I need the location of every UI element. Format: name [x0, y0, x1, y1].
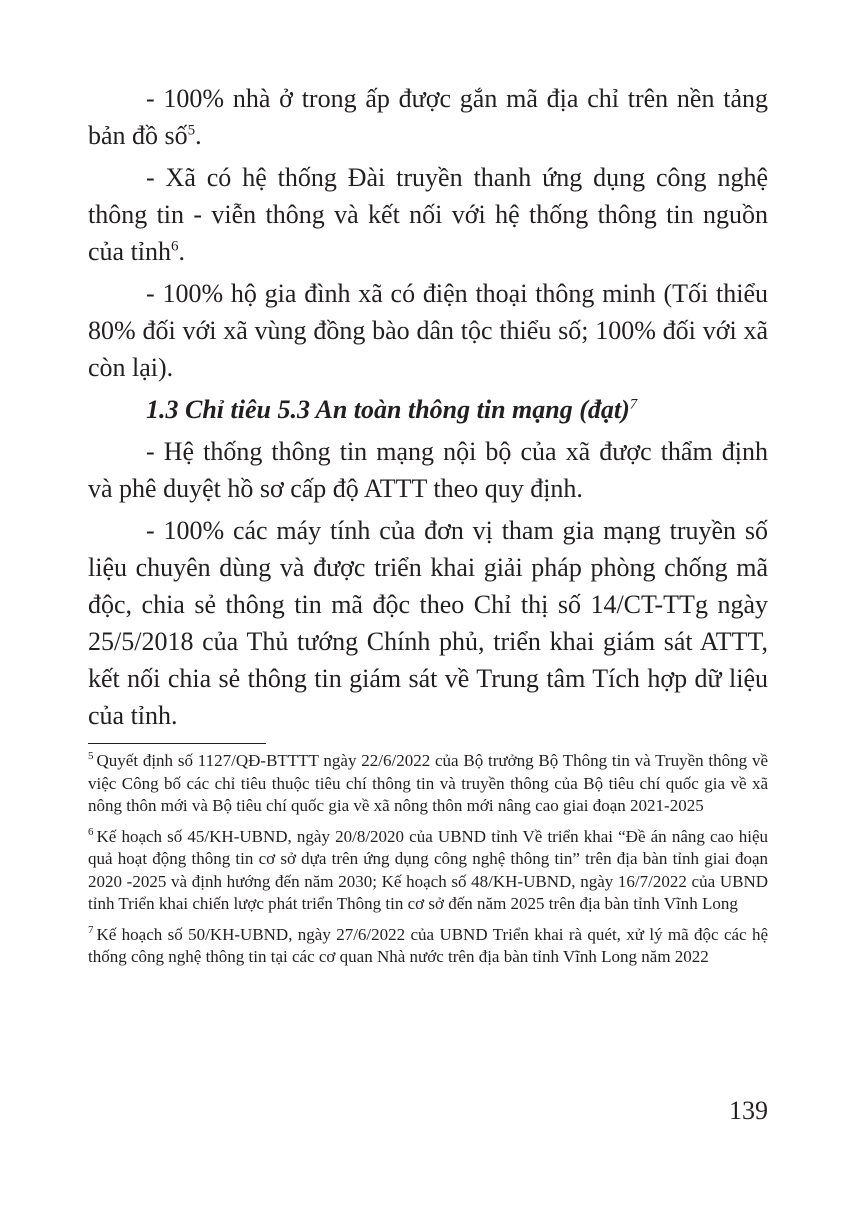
footnotes — [88, 750, 768, 977]
paragraph-house-addresses — [88, 80, 768, 154]
footnote-7 — [88, 924, 768, 969]
footnote-number: 5 — [88, 750, 94, 763]
footnote-ref: 5 — [187, 122, 196, 139]
paragraph-smartphones — [88, 275, 768, 386]
footnote-ref: 6 — [171, 238, 179, 255]
page-number: 139 — [729, 1096, 768, 1125]
paragraph-end: . — [178, 237, 186, 266]
footnote-number: 6 — [88, 825, 94, 838]
footnote-6 — [88, 826, 768, 916]
footnote-divider — [88, 743, 266, 744]
heading-text: 1.3 Chỉ tiêu 5.3 An toàn thông tin mạng (đạt) — [146, 395, 630, 424]
paragraph-text: - 100% nhà ở trong ấp được gắn mã địa chỉ trên nền tảng bản đồ số — [88, 84, 768, 150]
paragraph-radio-system — [88, 159, 768, 270]
paragraph-text: - Hệ thống thông tin mạng nội bộ của xã được thẩm định và phê duyệt hồ sơ cấp độ ATTT theo quy định. — [88, 437, 768, 503]
paragraph-end: . — [195, 121, 202, 150]
footnote-5 — [88, 750, 768, 818]
paragraph-internal-network — [88, 433, 768, 507]
section-heading — [88, 391, 768, 428]
footnote-text: Kế hoạch số 50/KH-UBND, ngày 27/6/2022 của UBND Triển khai rà quét, xử lý mã độc các hệ thống công nghệ thông tin tại các cơ quan Nhà nước trên địa bàn tỉnh Vĩnh Long năm 2022 — [88, 924, 768, 966]
paragraph-computers-security — [88, 512, 768, 734]
footnote-ref: 7 — [629, 396, 638, 413]
footnote-number: 7 — [88, 923, 94, 936]
paragraph-text: - 100% hộ gia đình xã có điện thoại thông minh (Tối thiểu 80% đối với xã vùng đồng bào dân tộc thiểu số; 100% đối với xã còn lại). — [88, 279, 768, 382]
body-text — [88, 80, 768, 739]
footnote-text: Kế hoạch số 45/KH-UBND, ngày 20/8/2020 của UBND tỉnh Về triển khai “Đề án nâng cao hiệu quả hoạt động thông tin cơ sở dựa trên ứng dụng công nghệ thông tin” trên địa bàn tỉnh giai đoạn 2020 -2025 và định hướng đến năm 2030; Kế hoạch số 48/KH-UBND, ngày 16/7/2022 của UBND tỉnh Triển khai chiến lược phát triển Thông tin cơ sở đến năm 2025 trên địa bàn tỉnh Vĩnh Long — [88, 826, 768, 913]
footnote-text: Quyết định số 1127/QĐ-BTTTT ngày 22/6/2022 của Bộ trưởng Bộ Thông tin và Truyền thông về việc Công bố các chỉ tiêu thuộc tiêu chí thông tin và truyền thông của Bộ tiêu chí quốc gia về xã nông thôn mới và Bộ tiêu chí quốc gia về xã nông thôn mới nâng cao giai đoạn 2021-2025 — [88, 751, 768, 815]
paragraph-text: - Xã có hệ thống Đài truyền thanh ứng dụng công nghệ thông tin - viễn thông và kết nối với hệ thống thông tin nguồn của tỉnh — [88, 163, 768, 266]
paragraph-text: - 100% các máy tính của đơn vị tham gia mạng truyền số liệu chuyên dùng và được triển khai giải pháp phòng chống mã độc, chia sẻ thông tin mã độc theo Chỉ thị số 14/CT-TTg ngày 25/5/2018 của Thủ tướng Chính phủ, triển khai giám sát ATTT, kết nối chia sẻ thông tin giám sát về Trung tâm Tích hợp dữ liệu của tỉnh. — [88, 516, 768, 730]
